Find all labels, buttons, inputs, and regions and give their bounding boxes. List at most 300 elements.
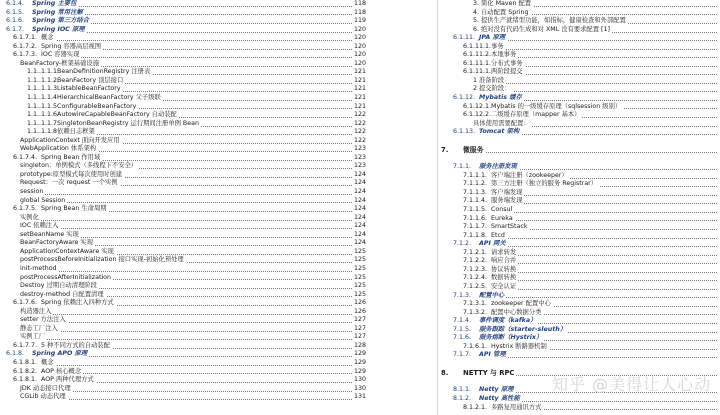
toc-entry-number: 6.1.7.3. [13, 51, 38, 59]
toc-page-number: 124 [353, 239, 366, 247]
toc-entry-number: 7.1.2. [453, 240, 472, 248]
toc-entry-title: Spring Bean 生命周期 [41, 205, 107, 213]
toc-entry-number: 7.1.1.6. [463, 214, 488, 222]
toc-page-number: 125 [353, 247, 366, 255]
toc-entry-number: 7.1.1.3. [463, 188, 488, 196]
toc-entry-title: Spring 常用注解 [32, 8, 83, 16]
toc-page-number: 121 [353, 94, 366, 102]
toc-entry-title: JPA 原理 [479, 34, 506, 42]
toc-entry-title: ApplicationContextAware 实现 [20, 247, 114, 255]
toc-entry-label [463, 309, 543, 318]
toc-entry [441, 360, 717, 369]
toc-entry [6, 120, 366, 129]
toc-entry [441, 60, 717, 69]
toc-entry-title: 实例工厂 [20, 333, 46, 341]
toc-entry [6, 368, 366, 377]
toc-page-number: 118 [353, 0, 366, 7]
toc-entry-label [13, 34, 56, 43]
toc-entry [6, 274, 366, 283]
toc-entry-label [453, 163, 519, 172]
dot-leader [24, 399, 354, 400]
toc-entry-title: ApplicationContext 面向开发应用 [20, 136, 120, 144]
toc-entry-title: ConfigurableBeanFactory [57, 102, 137, 110]
toc-entry-number: 6.1.11.1. [463, 59, 492, 67]
toc-entry-title: AOP 核心概念 [41, 367, 82, 375]
toc-entry [441, 146, 717, 155]
toc-entry [441, 215, 717, 224]
toc-entry-title: postProcessAfterInitialization [20, 273, 112, 281]
toc-entry-title: 构造器注入 [20, 307, 52, 315]
toc-entry [6, 376, 366, 385]
toc-entry-title: 概念 [41, 34, 54, 42]
toc-entry [6, 205, 366, 214]
toc-entry-number: 1.1..1.1.2 [27, 76, 58, 84]
toc-entry-number: 6.1.8.1. [13, 358, 38, 366]
toc-entry-title: 具体使用需要配置： [473, 119, 530, 127]
toc-entry-number: 6.1.7. [6, 25, 25, 33]
page-divider [437, 0, 438, 415]
toc-page-number: 126 [353, 299, 366, 307]
dot-leader [24, 271, 354, 272]
toc-entry-title: 服务端发现 [491, 197, 523, 205]
toc-entry-label [6, 26, 87, 35]
toc-entry-label [6, 17, 91, 26]
toc-entry-title: API 网关 [479, 240, 506, 248]
dot-leader [24, 194, 354, 195]
toc-entry-title: 分布式事务 [491, 59, 523, 67]
toc-entry-title: 响应合并 [491, 257, 517, 265]
toc-entry-title: 服务熔断（Hystrix） [479, 334, 543, 342]
toc-entry [441, 43, 717, 52]
toc-entry [441, 223, 717, 232]
toc-entry-title: HierarchicalBeanFactory 父子级联 [57, 94, 161, 102]
toc-page-number: 124 [353, 222, 366, 230]
dot-leader [24, 314, 354, 315]
toc-entry [441, 232, 717, 241]
toc-entry [441, 85, 717, 94]
toc-entry-title: BeanFactory 顶层接口 [57, 76, 124, 84]
dot-leader [445, 152, 717, 153]
toc-entry-number: 7.1.7. [453, 351, 472, 359]
toc-entry-label [13, 51, 81, 60]
toc-entry-label [27, 111, 179, 120]
toc-entry-title: 3. 简化 Maven 配置 [473, 0, 532, 7]
toc-entry [441, 326, 717, 335]
toc-entry [6, 299, 366, 308]
toc-entry-title: Eureka [491, 214, 513, 222]
toc-entry [6, 188, 366, 197]
toc-entry-label [463, 68, 525, 77]
toc-entry-number: 7.1.2.5. [463, 282, 488, 290]
toc-entry-number: 7.1.1.5. [463, 206, 488, 214]
toc-entry-label [463, 103, 623, 112]
dot-leader [17, 40, 354, 41]
toc-entry [6, 385, 366, 394]
toc-page-number: 120 [353, 42, 366, 50]
toc-entry-title: 配置中心 [479, 291, 505, 299]
toc-entry-title: 客户端注册（zookeeper） [491, 171, 568, 179]
toc-entry-number: 7.1.1.8. [463, 231, 488, 239]
toc-entry [6, 265, 366, 274]
toc-page-number: 121 [353, 76, 366, 84]
toc-page-number: 130 [353, 384, 366, 392]
toc-entry [441, 317, 717, 326]
toc-entry [441, 309, 717, 318]
toc-page-number: 130 [353, 376, 366, 384]
toc-entry-title: IOC 依赖注入 [20, 222, 59, 230]
watermark-text: 知乎 @美得让人心动 [552, 375, 712, 394]
toc-entry-title: Spring Bean 作用域 [41, 153, 101, 161]
toc-page-number: 122 [353, 119, 366, 127]
toc-page-number: 122 [353, 128, 366, 136]
toc-entry-title: 安全认证 [491, 282, 517, 290]
toc-page-number: 127 [353, 324, 366, 332]
toc-entry [6, 34, 366, 43]
toc-page-number: 120 [353, 25, 366, 33]
toc-entry-number: 7.1.4. [453, 317, 472, 325]
toc-entry [441, 51, 717, 60]
toc-entry-title: API 管理 [479, 351, 506, 359]
toc-entry-number: 7.1.2.4. [463, 274, 488, 282]
toc-entry-number: 6.1.13. [453, 128, 476, 136]
toc-entry-label [473, 85, 513, 94]
toc-entry-title: 事件调度（kafka） [479, 317, 537, 325]
toc-entry-number: 7. [441, 145, 449, 154]
toc-entry-number: 1.1..1.1.7 [27, 119, 58, 127]
toc-entry-number: 7.1.3.1. [463, 300, 488, 308]
toc-entry-label [6, 9, 85, 18]
toc-entry [6, 17, 366, 26]
toc-entry-number: 1.1..1.1.4 [27, 94, 58, 102]
toc-entry [441, 300, 717, 309]
toc-entry-title: CGLib 动态代理 [20, 393, 66, 401]
toc-entry-number: 6.1.8.2. [13, 367, 38, 375]
toc-entry-number: 6.1.7.1. [13, 34, 38, 42]
toc-entry-number: 7.1.1.1. [463, 171, 488, 179]
toc-entry-number: 6.1.7.5. [13, 205, 38, 213]
dot-leader [24, 322, 354, 323]
toc-entry [441, 283, 717, 292]
toc-page-number: 125 [353, 290, 366, 298]
toc-entry-title: NETTY 与 RPC [463, 368, 515, 377]
dot-leader [24, 220, 354, 221]
toc-entry-title: 多路复用通讯方式 [491, 403, 542, 411]
toc-page-number: 124 [353, 170, 366, 178]
toc-entry-label [453, 351, 508, 360]
toc-entry-label [27, 128, 97, 137]
toc-entry-number: 7.1.6.1. [463, 342, 488, 350]
toc-entry-number: 6.1.11.1. [463, 42, 492, 50]
toc-entry-title: IOC 容器实现 [41, 51, 80, 59]
toc-entry [6, 77, 366, 86]
toc-entry-title: Spring 第三方结合 [32, 17, 89, 25]
toc-entry-label [27, 120, 201, 129]
toc-page-number: 118 [353, 8, 366, 16]
toc-entry-label [20, 222, 60, 231]
toc-entry-label [473, 26, 612, 35]
toc-entry [6, 308, 366, 317]
toc-entry [6, 85, 366, 94]
toc-entry-title: 2 提交阶段： [473, 85, 511, 93]
toc-entry [6, 94, 366, 103]
toc-entry-number: 1.1..1.1.6 [27, 111, 58, 119]
toc-entry [441, 257, 717, 266]
toc-entry-title: setBeanName 实现 [20, 230, 79, 238]
toc-entry-title: session [20, 188, 44, 196]
toc-right-column [441, 0, 717, 415]
toc-entry [441, 0, 717, 9]
dot-leader [24, 228, 354, 229]
toc-entry-label [20, 239, 95, 248]
toc-page-number: 123 [353, 145, 366, 153]
toc-entry [441, 206, 717, 215]
toc-entry-title: AutowireCapableBeanFactory 自动装配 [57, 111, 177, 119]
toc-entry-title: Mybatis 缓存 [479, 94, 522, 102]
toc-entry-label [27, 85, 123, 94]
toc-entry [6, 282, 366, 291]
toc-entry-number: 7.1.3. [453, 291, 472, 299]
toc-entry-label [20, 162, 139, 171]
toc-entry [6, 359, 366, 368]
toc-entry-label [13, 299, 116, 308]
toc-page-number: 122 [353, 111, 366, 119]
toc-entry-title: Spring APO 原理 [32, 350, 88, 358]
toc-entry-label [27, 77, 125, 86]
toc-entry [441, 189, 717, 198]
toc-entry [441, 26, 717, 35]
toc-entry [441, 9, 717, 18]
toc-entry-title: 数据转换 [491, 274, 517, 282]
toc-entry [441, 351, 717, 360]
toc-entry [6, 333, 366, 342]
toc-entry-number: 6.1.8.1. [13, 376, 38, 384]
toc-entry [441, 292, 717, 301]
toc-entry-number: 7.1.2.1. [463, 248, 488, 256]
toc-entry-label [453, 386, 515, 395]
toc-entry [6, 68, 366, 77]
toc-entry-label [463, 223, 529, 232]
toc-left-column [6, 0, 366, 415]
toc-entry-label [463, 274, 518, 283]
toc-entry-title: Hystrix 断路器机制 [491, 342, 547, 350]
toc-entry-label [463, 283, 518, 292]
toc-entry-number: 6.1.11.1. [463, 68, 492, 76]
toc-entry-label [20, 256, 186, 265]
toc-entry [441, 334, 717, 343]
toc-entry-number: 7.1.6. [453, 334, 472, 342]
toc-entry-label [13, 43, 103, 52]
toc-entry [6, 222, 366, 231]
toc-entry-label [20, 385, 73, 394]
toc-page-number: 122 [353, 136, 366, 144]
toc-entry-title: 服务注册发现 [479, 163, 517, 171]
toc-entry-title: singleton：单例模式（多线程下不安全） [20, 162, 138, 170]
toc-entry [6, 137, 366, 146]
toc-entry-number: 7.1.3.2. [463, 308, 488, 316]
toc-entry-title: 两阶段提交 [491, 68, 523, 76]
toc-entry-title: SmartStack [491, 223, 528, 231]
toc-entry-number: 1.1..1.1.5 [27, 102, 58, 110]
toc-entry [6, 111, 366, 120]
toc-entry [6, 0, 366, 9]
toc-entry-title: 客户端发现 [491, 188, 523, 196]
toc-entry-number: 8. [441, 368, 449, 377]
toc-entry-label [453, 34, 507, 43]
toc-entry-number: 6.1.8. [6, 350, 25, 358]
toc-entry-number: 1.1..1.1.1 [27, 68, 58, 76]
toc-entry-label [463, 215, 515, 224]
toc-entry [6, 145, 366, 154]
toc-entry-label [20, 179, 120, 188]
toc-entry-title: prototype:原型模式每次使用时创建 [20, 170, 123, 178]
toc-entry-title: Spring IOC 原理 [32, 25, 85, 33]
toc-entry-label [20, 291, 106, 300]
toc-entry-label [453, 334, 544, 343]
toc-entry-label [473, 17, 628, 26]
toc-page-number: 126 [353, 307, 366, 315]
toc-page-number: 125 [353, 282, 366, 290]
toc-entry-title: 请求转发 [491, 248, 517, 256]
toc-entry-label [27, 68, 152, 77]
toc-entry [441, 111, 717, 120]
toc-entry [441, 197, 717, 206]
toc-entry [6, 103, 366, 112]
toc-entry-label [20, 333, 47, 342]
toc-page-number: 124 [353, 188, 366, 196]
dot-leader [477, 91, 717, 92]
toc-entry-title: Destroy 过期自动清理阶段 [20, 282, 97, 290]
toc-entry [441, 68, 717, 77]
toc-entry-number: 8.1.2.1. [463, 403, 488, 411]
toc-entry-title: ListableBeanFactory [57, 85, 121, 93]
toc-entry-title: 静态工厂注入 [20, 324, 58, 332]
toc-entry-title: Mybatis 的一级缓存原理（sqlsession 级别） [491, 102, 622, 110]
toc-page-number: 129 [353, 350, 366, 358]
toc-entry-title: 本地事务 [491, 51, 517, 59]
toc-entry-label [27, 103, 138, 112]
toc-entry-number: 6.1.12.2. [463, 111, 492, 119]
toc-entry-label [453, 94, 524, 103]
toc-entry [6, 256, 366, 265]
toc-entry-title: 概念 [41, 358, 54, 366]
toc-page-number: 124 [353, 230, 366, 238]
toc-page-number: 124 [353, 205, 366, 213]
toc-entry-title: 实例化 [20, 213, 39, 221]
dot-leader [477, 83, 717, 84]
toc-entry-label [453, 292, 506, 301]
toc-entry [6, 162, 366, 171]
toc-entry-title: Spring 依赖注入四种方式 [41, 299, 114, 307]
toc-entry [6, 26, 366, 35]
toc-entry-label [453, 395, 522, 404]
toc-entry-number: 8.1.1. [453, 386, 472, 394]
toc-entry-number: 7.1.5. [453, 325, 472, 333]
toc-entry-label [441, 146, 485, 155]
toc-entry-number: 7.1.1.2. [463, 180, 488, 188]
toc-page-number: 125 [353, 264, 366, 272]
toc-entry-title: 协议转换 [491, 265, 517, 273]
toc-entry [441, 404, 717, 413]
toc-entry [6, 316, 366, 325]
toc-entry-title: Spring 容器高层视图 [41, 42, 102, 50]
toc-entry-number: 7.1.1.4. [463, 197, 488, 205]
toc-entry-label [441, 369, 516, 378]
toc-entry [441, 94, 717, 103]
toc-entry-title: 5. 提供生产就绪型功能，如指标，健康检查和外部配置 [473, 17, 626, 25]
toc-entry-number: 6.1.4. [6, 0, 25, 7]
toc-entry-number: 6.1.7.4. [13, 153, 38, 161]
toc-entry [6, 214, 366, 223]
toc-entry-label [463, 404, 543, 413]
toc-entry-title: 配置中心数据分类 [491, 308, 542, 316]
toc-entry-label [13, 376, 96, 385]
page-gutter [366, 0, 441, 415]
toc-page-number: 127 [353, 316, 366, 324]
toc-entry-title: BeanFactory-框架基础设施 [20, 59, 99, 67]
toc-entry-number: 6.1.5. [6, 8, 25, 16]
toc-entry-title: 事务 [491, 42, 504, 50]
toc-page-number: 128 [353, 341, 366, 349]
toc-entry-label [463, 232, 507, 241]
toc-entry-label [20, 145, 98, 154]
toc-entry [6, 51, 366, 60]
toc-entry-title: 1 准备阶段 [473, 76, 505, 84]
toc-entry-label [20, 137, 122, 146]
toc-entry [441, 180, 717, 189]
toc-entry [6, 350, 366, 359]
toc-entry [441, 128, 717, 137]
toc-entry-title: destroy-method 自配置清理 [20, 290, 104, 298]
toc-entry-label [463, 300, 553, 309]
toc-entry-number: 6.1.12. [453, 94, 476, 102]
toc-entry-number: 7.1.2.2. [463, 257, 488, 265]
toc-entry [441, 249, 717, 258]
toc-entry [6, 197, 366, 206]
toc-entry-title: WebApplication 体系架构 [20, 145, 97, 153]
toc-entry-number: 6.1.7.6. [13, 299, 38, 307]
toc-entry-label [463, 180, 599, 189]
toc-entry [6, 393, 366, 402]
toc-entry-title: init-method [20, 264, 57, 272]
toc-entry-title: Consul [491, 206, 513, 214]
toc-entry-label [20, 274, 113, 283]
toc-entry-number: 6.1.7.7. [13, 341, 38, 349]
toc-entry [441, 163, 717, 172]
toc-entry-label [453, 128, 521, 137]
toc-entry-label [20, 393, 68, 402]
toc-entry-title: Request：一次 request 一个实例 [20, 179, 118, 187]
toc-page-number: 120 [353, 51, 366, 59]
toc-entry [6, 291, 366, 300]
toc-entry-title: 微服务 [463, 145, 484, 154]
toc-entry [6, 43, 366, 52]
dot-leader [24, 391, 354, 392]
toc-entry [6, 325, 366, 334]
toc-entry-label [463, 43, 506, 52]
toc-page-number: 121 [353, 102, 366, 110]
toc-entry [441, 274, 717, 283]
toc-entry-number: 7.1.1.7. [463, 223, 488, 231]
toc-entry-label [463, 197, 524, 206]
toc-page-number: 124 [353, 196, 366, 204]
toc-entry-label [453, 317, 538, 326]
toc-entry [441, 34, 717, 43]
toc-entry-title: 依赖日志框架 [57, 128, 95, 136]
toc-page-number: 127 [353, 333, 366, 341]
toc-entry-title: 第三方注册（独立的服务 Registrar） [491, 180, 598, 188]
toc-entry [441, 154, 717, 163]
toc-entry-label [20, 197, 67, 206]
